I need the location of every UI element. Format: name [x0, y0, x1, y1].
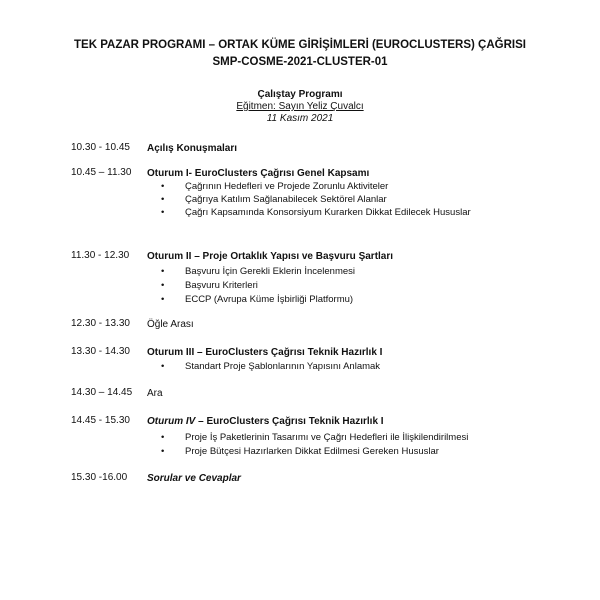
- workshop-title: Çalıştay Programı: [257, 89, 343, 100]
- trainer-line: Eğitmen: Sayın Yeliz Çuvalcı: [236, 101, 364, 112]
- agenda-title: Sorular ve Cevaplar: [147, 473, 241, 484]
- bullet-icon: •: [161, 266, 165, 277]
- bullet-icon: •: [161, 181, 165, 192]
- agenda-time: 15.30 -16.00: [71, 472, 128, 483]
- agenda-time: 11.30 - 12.30: [71, 250, 130, 261]
- list-item: • Çağrı Kapsamında Konsorsiyum Kurarken Dikkat Edilecek Hususlar: [161, 207, 471, 218]
- list-item: • Proje Bütçesi Hazırlarken Dikkat Edilmesi Gereken Hususlar: [161, 446, 439, 457]
- agenda-time: 10.45 – 11.30: [71, 167, 132, 178]
- list-item: • ECCP (Avrupa Küme İşbirliği Platformu): [161, 294, 354, 305]
- agenda-time: 10.30 - 10.45: [71, 142, 130, 153]
- list-item: • Çağrıya Katılım Sağlanabilecek Sektörel Alanlar: [161, 194, 387, 205]
- bullet-icon: •: [161, 432, 165, 443]
- agenda-title: Ara: [147, 388, 163, 399]
- agenda-time: 14.45 - 15.30: [71, 415, 130, 426]
- agenda-time: 13.30 - 14.30: [71, 346, 130, 357]
- agenda-title: Oturum III – EuroClusters Çağrısı Teknik Hazırlık I: [147, 347, 383, 358]
- list-item: • Çağrının Hedefleri ve Projede Zorunlu Aktiviteler: [161, 181, 389, 192]
- bullet-icon: •: [161, 294, 165, 305]
- bullet-icon: •: [161, 446, 165, 457]
- bullet-icon: •: [161, 280, 165, 291]
- list-item: • Başvuru İçin Gerekli Eklerin İncelenmesi: [161, 266, 356, 277]
- list-item: • Standart Proje Şablonlarının Yapısını Anlamak: [161, 361, 381, 372]
- program-title: TEK PAZAR PROGRAMI – ORTAK KÜME GİRİŞİMLERİ (EUROCLUSTERS) ÇAĞRISI: [74, 39, 526, 51]
- agenda-time: 12.30 - 13.30: [71, 318, 130, 329]
- agenda-title: Öğle Arası: [147, 319, 194, 330]
- call-code: SMP-COSME-2021-CLUSTER-01: [212, 56, 388, 68]
- agenda-title: Oturum II – Proje Ortaklık Yapısı ve Başvuru Şartları: [147, 251, 394, 262]
- agenda-time: 14.30 – 14.45: [71, 387, 133, 398]
- bullet-icon: •: [161, 194, 165, 205]
- bullet-icon: •: [161, 207, 165, 218]
- agenda-title: Oturum I- EuroClusters Çağrısı Genel Kapsamı: [147, 168, 370, 179]
- list-item: • Proje İş Paketlerinin Tasarımı ve Çağrı Hedefleri ile İlişkilendirilmesi: [161, 432, 469, 443]
- agenda-title: Açılış Konuşmaları: [147, 143, 238, 154]
- agenda-title: Oturum IV – EuroClusters Çağrısı Teknik Hazırlık I: [147, 416, 384, 427]
- workshop-date: 11 Kasım 2021: [266, 113, 334, 124]
- list-item: • Başvuru Kriterleri: [161, 280, 258, 291]
- bullet-icon: •: [161, 361, 165, 372]
